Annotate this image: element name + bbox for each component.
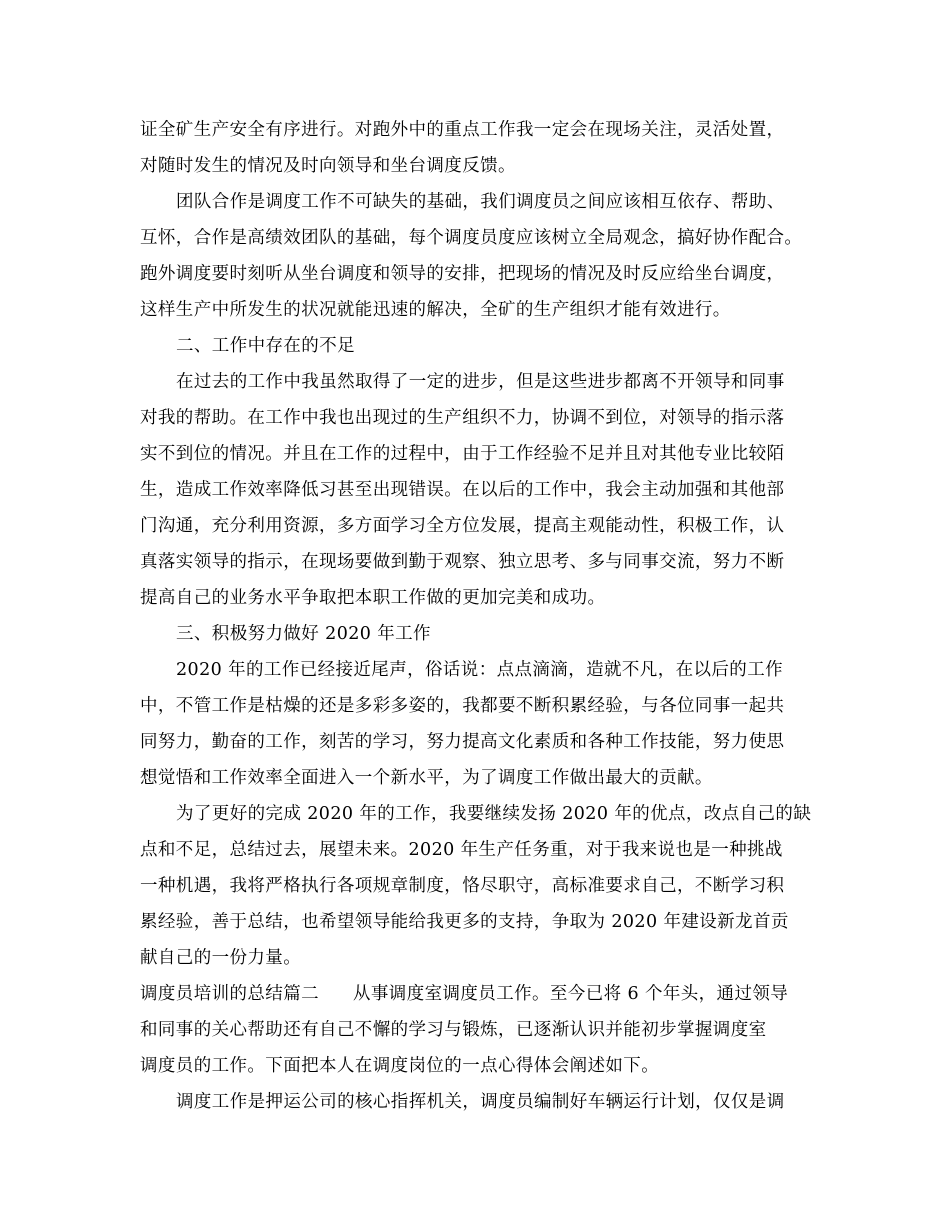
text-line: 对我的帮助。在工作中我也出现过的生产组织不力，协调不到位，对领导的指示落 <box>140 408 785 428</box>
text-line: 对随时发生的情况及时向领导和坐台调度反馈。 <box>140 156 516 176</box>
text-line: 同努力，勤奋的工作，刻苦的学习，努力提高文化素质和各种工作技能，努力使思 <box>140 732 785 752</box>
text-line: 跑外调度要时刻听从坐台调度和领导的安排，把现场的情况及时反应给坐台调度， <box>140 264 785 284</box>
text-line: 2020 年的工作已经接近尾声，俗话说：点点滴滴，造就不凡，在以后的工作 <box>176 660 783 680</box>
text-line: 一种机遇，我将严格执行各项规章制度，恪尽职守，高标准要求自己，不断学习积 <box>140 876 785 896</box>
text-line: 想觉悟和工作效率全面进入一个新水平，为了调度工作做出最大的贡献。 <box>140 768 713 788</box>
text-line: 为了更好的完成 2020 年的工作，我要继续发扬 2020 年的优点，改点自己的缺 <box>176 804 812 824</box>
text-line: 实不到位的情况。并且在工作的过程中，由于工作经验不足并且对其他专业比较陌 <box>140 444 785 464</box>
text-line: 提高自己的业务水平争取把本职工作做的更加完美和成功。 <box>140 588 606 608</box>
text-line: 门沟通，充分利用资源，多方面学习全方位发展，提高主观能动性，积极工作，认 <box>140 516 785 536</box>
text-line: 从事调度室调度员工作。至今已将 6 个年头，通过领导 <box>353 984 789 1004</box>
text-line: 生，造成工作效率降低习甚至出现错误。在以后的工作中，我会主动加强和其他部 <box>140 480 785 500</box>
article-title: 调度员培训的总结篇二 <box>140 984 319 1004</box>
section-heading: 三、积极努力做好 2020 年工作 <box>176 624 431 644</box>
text-line: 点和不足，总结过去，展望未来。2020 年生产任务重，对于我来说也是一种挑战 <box>140 840 783 860</box>
article-heading-line <box>140 982 788 1006</box>
text-line: 累经验，善于总结，也希望领导能给我更多的支持，争取为 2020 年建设新龙首贡 <box>140 912 789 932</box>
section-heading: 二、工作中存在的不足 <box>176 336 355 356</box>
text-line: 中，不管工作是枯燥的还是多彩多姿的，我都要不断积累经验，与各位同事一起共 <box>140 696 785 716</box>
text-line: 团队合作是调度工作不可缺失的基础，我们调度员之间应该相互依存、帮助、 <box>176 192 785 212</box>
text-line: 献自己的一份力量。 <box>140 948 302 968</box>
text-line: 调度工作是押运公司的核心指挥机关，调度员编制好车辆运行计划，仅仅是调 <box>176 1092 785 1112</box>
text-line: 这样生产中所发生的状况就能迅速的解决，全矿的生产组织才能有效进行。 <box>140 300 731 320</box>
text-line: 和同事的关心帮助还有自己不懈的学习与锻炼，已逐渐认识并能初步掌握调度室 <box>140 1020 767 1040</box>
text-line: 在过去的工作中我虽然取得了一定的进步，但是这些进步都离不开领导和同事 <box>176 372 785 392</box>
text-line: 证全矿生产安全有序进行。对跑外中的重点工作我一定会在现场关注，灵活处置， <box>140 120 785 140</box>
text-line: 调度员的工作。下面把本人在调度岗位的一点心得体会阐述如下。 <box>140 1056 660 1076</box>
text-line: 真落实领导的指示，在现场要做到勤于观察、独立思考、多与同事交流，努力不断 <box>140 552 785 572</box>
text-line: 互怀，合作是高绩效团队的基础，每个调度员度应该树立全局观念，搞好协作配合。 <box>140 228 803 248</box>
